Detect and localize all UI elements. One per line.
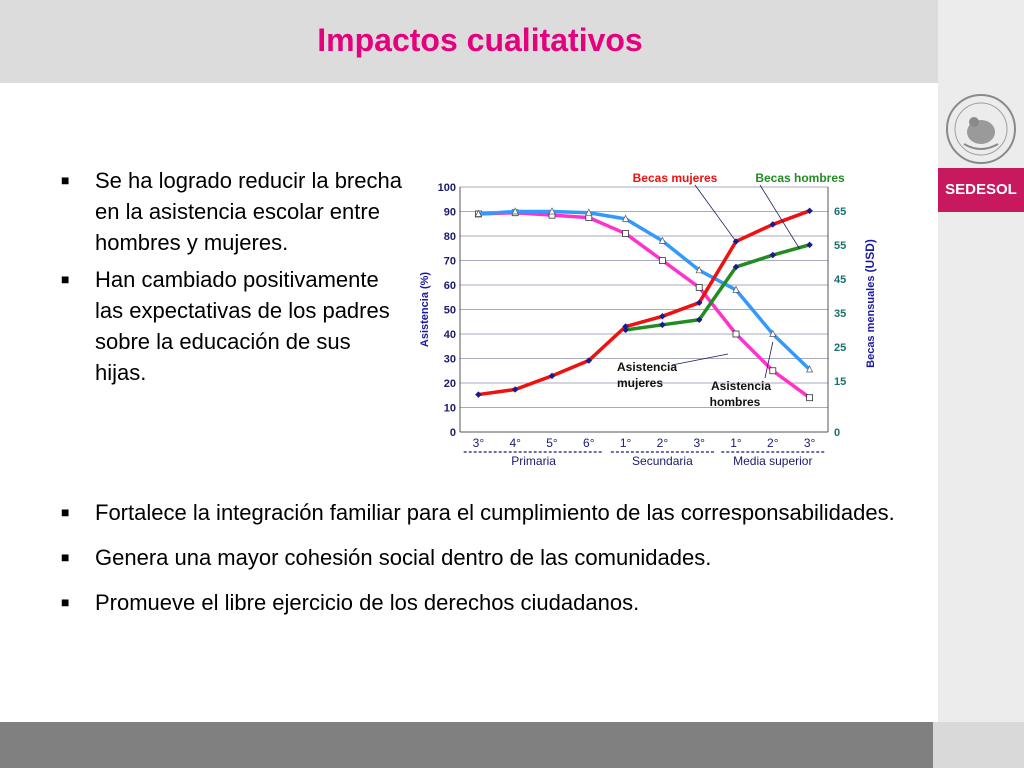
x-group-label: Primaria [511,454,556,468]
series-line [478,212,809,370]
slide-title: Impactos cualitativos [317,22,643,58]
footer-right-block [933,722,1024,768]
data-point [475,392,481,398]
bullet-item [58,497,918,528]
series-label: hombres [709,395,761,409]
x-tick-label: 6° [583,436,595,450]
series-label: Becas hombres [755,171,845,185]
y-tick-label: 10 [443,402,456,415]
series-label: Asistencia [616,360,678,374]
x-tick-label: 1° [730,436,742,450]
y-tick-label: 60 [443,280,456,292]
x-tick-label: 3° [803,436,816,450]
x-tick-label: 4° [509,436,521,450]
footer-bar [0,722,933,768]
data-point [623,231,629,237]
y2-tick-label: 65 [834,205,847,218]
y-tick-label: 80 [443,231,456,243]
y2-tick-label: 15 [834,375,847,388]
x-tick-label: 1° [619,436,632,450]
x-tick-label: 5° [546,436,558,450]
y-tick-label: 100 [437,182,456,194]
leader-line [695,185,736,241]
sedesol-logo: SEDESOL [938,168,1024,212]
data-point [770,368,776,374]
x-tick-label: 2° [656,436,669,450]
x-group-label: Secundaria [632,454,693,468]
y-tick-label: 70 [443,255,456,268]
bullet-list-bottom [58,497,918,632]
square-bullet-icon: ■ [61,504,70,520]
y2-axis-title [863,239,877,368]
bullet-item [58,264,408,388]
y-tick-label: 0 [449,427,456,439]
y2-axis-title-text: Becas mensuales [865,272,877,368]
y2-tick-label: 35 [834,307,847,320]
bullet-text: Fortalece la integración familiar para el cumplimiento de las corresponsabilidades. [95,500,895,525]
bullet-text: Genera una mayor cohesión social dentro de las comunidades. [95,545,712,570]
seal-icon [944,92,1018,166]
square-bullet-icon: ■ [61,594,70,610]
y2-tick-label: 55 [834,239,847,252]
leader-line [672,354,728,365]
x-tick-label: 3° [472,436,485,450]
x-tick-label: 3° [693,436,705,450]
series-label: Asistencia [710,379,772,393]
bullet-text: Se ha logrado reducir la brecha en la asistencia escolar entre hombres y mujeres. [95,168,402,255]
series-label: mujeres [616,376,664,390]
y2-tick-label: 25 [834,341,847,354]
y2-tick-label: 0 [834,427,841,439]
data-point [807,395,813,401]
y-tick-label: 30 [443,353,456,366]
y-axis-title: Asistencia (%) [419,271,431,348]
square-bullet-icon: ■ [61,271,70,287]
y-tick-label: 40 [443,329,456,341]
y2-axis-unit: (USD) [863,239,877,273]
y-tick-label: 50 [443,304,456,317]
bullet-text: Han cambiado positivamente las expectativas de los padres sobre la educación de sus hijas. [95,267,390,385]
x-group-label: Media superior [733,454,813,468]
bullet-text: Promueve el libre ejercicio de los derechos ciudadanos. [95,590,640,615]
y2-tick-label: 45 [834,273,847,286]
data-point [659,322,665,328]
bullet-item [58,165,408,258]
square-bullet-icon: ■ [61,172,70,188]
bullet-list-top [58,165,408,394]
square-bullet-icon: ■ [61,549,70,565]
y-tick-label: 90 [443,206,456,219]
data-point [659,258,665,264]
series-label: Becas mujeres [632,171,718,185]
attendance-scholarship-chart [410,165,890,475]
x-tick-label: 2° [767,436,779,450]
bullet-item [58,587,918,618]
y-tick-label: 20 [443,378,456,390]
bullet-item [58,542,918,573]
data-point [696,284,702,290]
data-point [733,331,739,337]
